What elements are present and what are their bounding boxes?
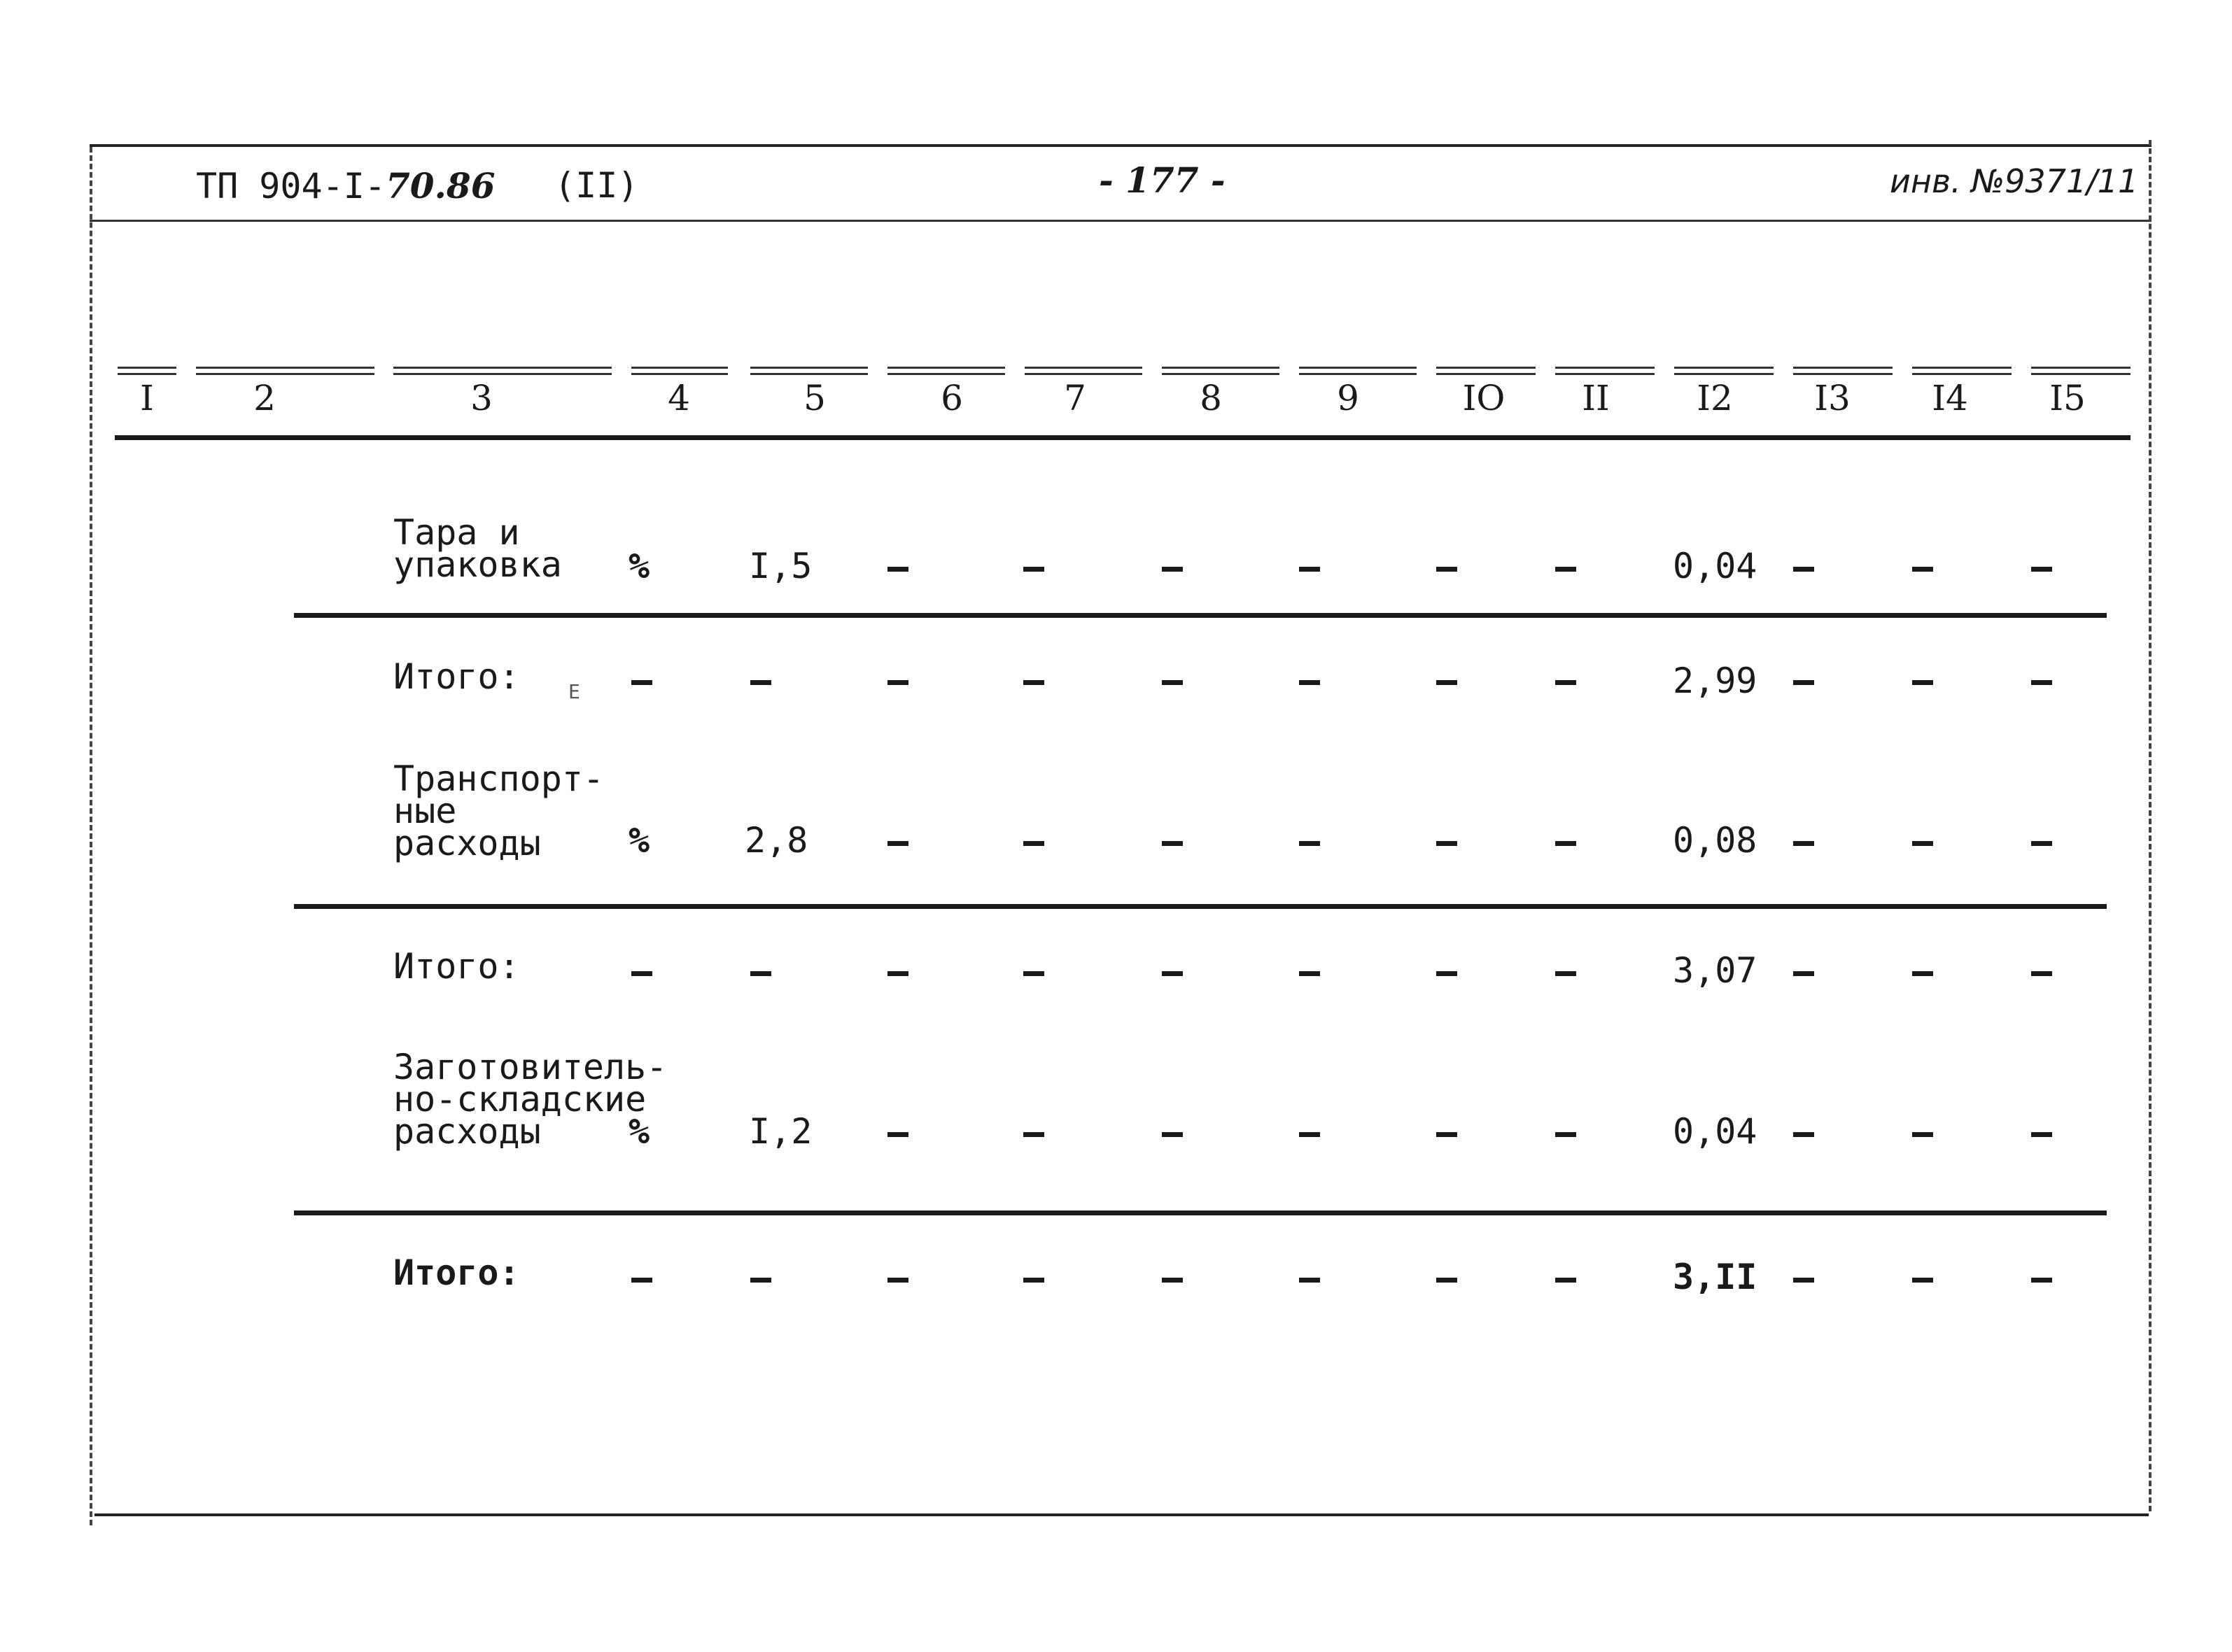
empty-cell-dash: [1793, 680, 1814, 685]
empty-cell-dash: [631, 971, 652, 976]
column-number: 2: [253, 378, 276, 418]
empty-cell-dash: [2031, 680, 2052, 685]
rate-value: I,5: [749, 546, 813, 586]
col-rule: [1436, 367, 1536, 375]
empty-cell-dash: [1023, 1278, 1044, 1283]
empty-cell-dash: [750, 680, 771, 685]
column-number: 5: [803, 378, 826, 418]
empty-cell-dash: [2031, 567, 2052, 572]
empty-cell-dash: [1299, 971, 1320, 976]
total-value: 3,II: [1673, 1257, 1757, 1297]
col-rule: [750, 367, 868, 375]
column-number: I: [140, 378, 154, 418]
empty-cell-dash: [1436, 680, 1457, 685]
empty-cell-dash: [2031, 1132, 2052, 1137]
column-number: 4: [668, 378, 690, 418]
empty-cell-dash: [887, 1132, 908, 1137]
empty-cell-dash: [1436, 971, 1457, 976]
column-number: II: [1582, 378, 1610, 418]
col-rule: [118, 367, 176, 375]
row-label-transport: Транспорт- ные расходы: [393, 758, 605, 863]
total-value: 3,07: [1673, 950, 1757, 991]
empty-cell-dash: [887, 971, 908, 976]
doc-code-handwritten: 70.86: [385, 165, 496, 206]
empty-cell-dash: [887, 567, 908, 572]
row-label-total: Итого:: [393, 656, 520, 697]
empty-cell-dash: [1299, 1278, 1320, 1283]
row-label-total: Итого:: [393, 1252, 520, 1293]
empty-cell-dash: [1023, 1132, 1044, 1137]
col-rule: [1299, 367, 1417, 375]
empty-cell-dash: [1299, 680, 1320, 685]
cost-value: 0,04: [1673, 546, 1757, 586]
column-number: 9: [1337, 378, 1359, 418]
empty-cell-dash: [1162, 680, 1183, 685]
frame-right-border: [2149, 140, 2152, 1511]
col-rule: [2031, 367, 2131, 375]
empty-cell-dash: [1299, 1132, 1320, 1137]
column-number: I4: [1932, 378, 1968, 418]
col-rule: [393, 367, 612, 375]
col-rule: [1793, 367, 1893, 375]
empty-cell-dash: [1793, 567, 1814, 572]
frame-top-border: [90, 144, 2152, 147]
empty-cell-dash: [887, 841, 908, 846]
stamp-mark: Е: [568, 680, 580, 703]
empty-cell-dash: [1162, 971, 1183, 976]
empty-cell-dash: [2031, 1278, 2052, 1283]
col-rule: [1912, 367, 2012, 375]
frame-left-border: [90, 147, 92, 1525]
empty-cell-dash: [1023, 567, 1044, 572]
empty-cell-dash: [1023, 971, 1044, 976]
empty-cell-dash: [1912, 1278, 1933, 1283]
column-number: IO: [1462, 378, 1505, 418]
row-rule: [294, 613, 2107, 618]
col-rule: [631, 367, 728, 375]
column-number: 3: [470, 378, 493, 418]
empty-cell-dash: [1555, 971, 1576, 976]
empty-cell-dash: [1162, 1278, 1183, 1283]
total-value: 2,99: [1673, 661, 1757, 701]
empty-cell-dash: [1162, 567, 1183, 572]
empty-cell-dash: [1793, 841, 1814, 846]
empty-cell-dash: [1555, 1278, 1576, 1283]
empty-cell-dash: [1555, 567, 1576, 572]
empty-cell-dash: [1912, 1132, 1933, 1137]
empty-cell-dash: [1436, 841, 1457, 846]
inventory-number: инв. №9371/11: [1890, 162, 2139, 200]
empty-cell-dash: [1436, 1132, 1457, 1137]
empty-cell-dash: [1793, 971, 1814, 976]
empty-cell-dash: [1299, 567, 1320, 572]
empty-cell-dash: [1912, 567, 1933, 572]
column-number: I5: [2049, 378, 2086, 418]
column-number: I2: [1697, 378, 1733, 418]
row-label-procurement: Заготовитель- но-складские расходы: [393, 1047, 668, 1152]
doc-code: ТП 904-I-70.86: [196, 165, 496, 206]
empty-cell-dash: [1023, 680, 1044, 685]
empty-cell-dash: [750, 1278, 771, 1283]
empty-cell-dash: [1912, 971, 1933, 976]
column-number: 7: [1064, 378, 1086, 418]
empty-cell-dash: [1793, 1278, 1814, 1283]
empty-cell-dash: [1023, 841, 1044, 846]
volume-number: (II): [554, 165, 639, 206]
empty-cell-dash: [631, 1278, 652, 1283]
col-rule: [1162, 367, 1279, 375]
empty-cell-dash: [1162, 841, 1183, 846]
unit-percent: %: [629, 1111, 650, 1152]
empty-cell-dash: [631, 680, 652, 685]
column-number: 6: [941, 378, 963, 418]
row-label-total: Итого:: [393, 946, 520, 987]
row-rule: [294, 904, 2107, 909]
col-rule: [1555, 367, 1655, 375]
unit-percent: %: [629, 546, 650, 586]
cost-value: 0,04: [1673, 1111, 1757, 1152]
empty-cell-dash: [750, 971, 771, 976]
page-number: - 177 -: [1099, 160, 1226, 201]
empty-cell-dash: [2031, 841, 2052, 846]
row-label-packaging: Тара и упаковка: [393, 512, 562, 585]
empty-cell-dash: [1436, 567, 1457, 572]
frame-bottom-border: [94, 1513, 2149, 1516]
column-number: 8: [1200, 378, 1222, 418]
unit-percent: %: [629, 820, 650, 861]
cost-value: 0,08: [1673, 820, 1757, 861]
empty-cell-dash: [1555, 680, 1576, 685]
empty-cell-dash: [1436, 1278, 1457, 1283]
col-rule: [887, 367, 1005, 375]
col-rule: [1025, 367, 1142, 375]
empty-cell-dash: [1912, 680, 1933, 685]
rate-value: 2,8: [745, 820, 808, 861]
rate-value: I,2: [749, 1111, 813, 1152]
row-rule: [294, 1210, 2107, 1215]
empty-cell-dash: [887, 1278, 908, 1283]
empty-cell-dash: [1793, 1132, 1814, 1137]
empty-cell-dash: [1162, 1132, 1183, 1137]
empty-cell-dash: [1555, 841, 1576, 846]
column-number: I3: [1814, 378, 1851, 418]
empty-cell-dash: [2031, 971, 2052, 976]
header-bottom-rule: [115, 435, 2131, 440]
empty-cell-dash: [1299, 841, 1320, 846]
empty-cell-dash: [1912, 841, 1933, 846]
empty-cell-dash: [1555, 1132, 1576, 1137]
col-rule: [196, 367, 374, 375]
col-rule: [1674, 367, 1774, 375]
header-divider: [90, 220, 2152, 222]
empty-cell-dash: [887, 680, 908, 685]
